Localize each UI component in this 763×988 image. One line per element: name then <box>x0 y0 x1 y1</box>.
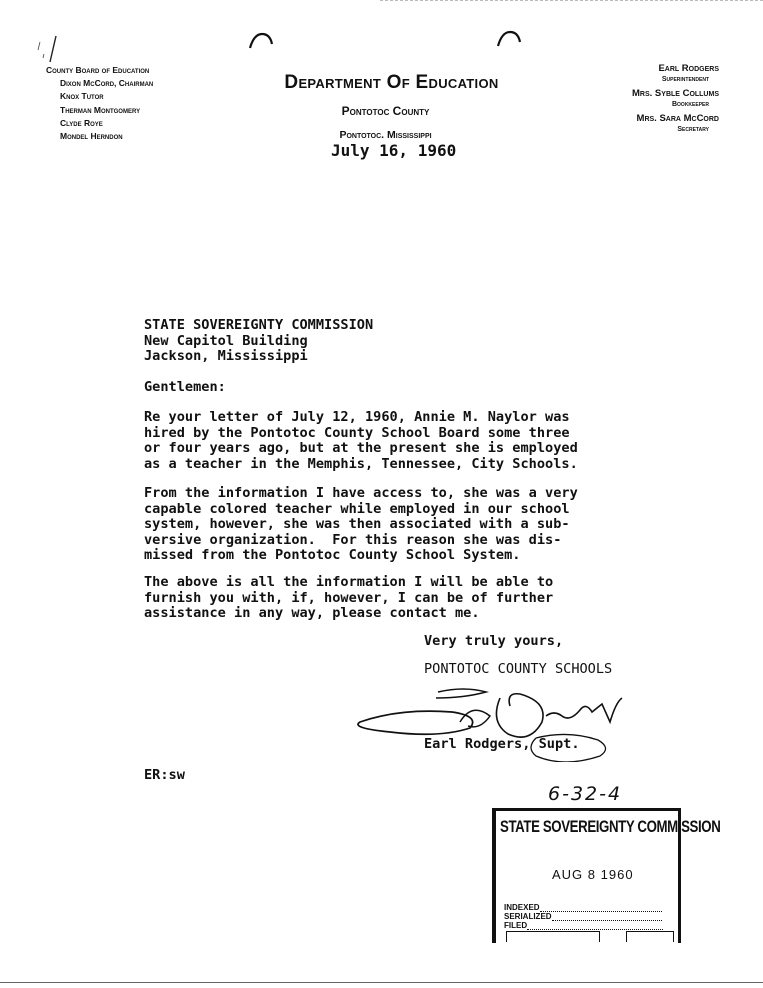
board-member: Clyde Roye <box>60 117 103 128</box>
received-stamp <box>492 808 721 943</box>
file-number: 6-32-4 <box>548 783 623 805</box>
staff-name: Mrs. Sara McCord <box>636 113 719 124</box>
address-line: STATE SOVEREIGNTY COMMISSION <box>144 317 374 333</box>
salutation: Gentlemen: <box>144 379 226 395</box>
board-heading: County Board of Education <box>46 65 150 75</box>
stamp-fields <box>504 903 663 930</box>
paragraph-line: or four years ago, but at the present she is employed <box>144 440 578 457</box>
board-member: Mondel Herndon <box>60 131 123 142</box>
paragraph-line: From the information I have access to, she was a very <box>144 485 578 501</box>
punch-hole-left <box>246 30 276 50</box>
stamp-field-label: INDEXED <box>504 903 540 912</box>
department-title: Department Of Education <box>284 72 499 93</box>
staff-name: Mrs. Syble Collums <box>632 88 719 99</box>
paragraph-line: assistance in any way, please contact me. <box>144 605 480 622</box>
county-name: Pontotoc County <box>341 104 430 118</box>
closing: Very truly yours, <box>424 633 564 649</box>
board-member: Knox Tutor <box>60 91 104 102</box>
stamp-title: STATE SOVEREIGNTY COMMISSION <box>500 817 721 836</box>
address-line: Jackson, Mississippi <box>144 348 308 365</box>
paragraph-line: as a teacher in the Memphis, Tennessee, City Schools. <box>144 455 578 472</box>
paragraph-3 <box>144 575 553 622</box>
stamp-box <box>506 931 600 942</box>
staff-role: Bookkeeper <box>671 100 709 108</box>
paragraph-line: versive organization. For this reason she was dis- <box>144 531 562 548</box>
paragraph-1 <box>144 410 578 472</box>
stamp-date: AUG 8 1960 <box>552 867 634 882</box>
signer-name: Earl Rodgers, Supt. <box>424 736 580 752</box>
punch-hole-right <box>494 28 524 48</box>
city-name: Pontotoc. Mississippi <box>339 129 432 141</box>
stamp-box <box>626 931 674 942</box>
organization-line: PONTOTOC COUNTY SCHOOLS <box>424 661 613 677</box>
address-line: New Capitol Building <box>144 332 308 349</box>
scan-bottom-edge <box>0 982 763 983</box>
board-member: Therman Montgomery <box>60 104 141 115</box>
letter-date: July 16, 1960 <box>331 141 457 160</box>
typist-initials: ER:sw <box>144 767 185 783</box>
board-member: Dixon McCord, Chairman <box>60 78 154 89</box>
stamp-field-label: FILED <box>504 921 528 930</box>
paragraph-line: The above is all the information I will be able to <box>144 574 554 590</box>
paragraph-line: furnish you with, if, however, I can be of further <box>144 589 554 606</box>
staff-role: Superintendent <box>661 75 709 83</box>
staff-name: Earl Rodgers <box>658 63 719 74</box>
paragraph-line: missed from the Pontotoc County School System. <box>144 547 521 564</box>
paragraph-2 <box>144 486 578 564</box>
paragraph-line: capable colored teacher while employed in our school <box>144 500 570 517</box>
recipient-address <box>144 318 373 365</box>
paragraph-line: system, however, she was then associated with a sub- <box>144 516 570 533</box>
staff-role: Secretary <box>677 125 709 133</box>
stamp-field-label: SERIALIZED <box>504 912 552 921</box>
paragraph-line: Re your letter of July 12, 1960, Annie M. Naylor was <box>144 409 570 425</box>
scan-edge-line <box>380 0 763 2</box>
paragraph-line: hired by the Pontotoc County School Board some three <box>144 424 570 441</box>
